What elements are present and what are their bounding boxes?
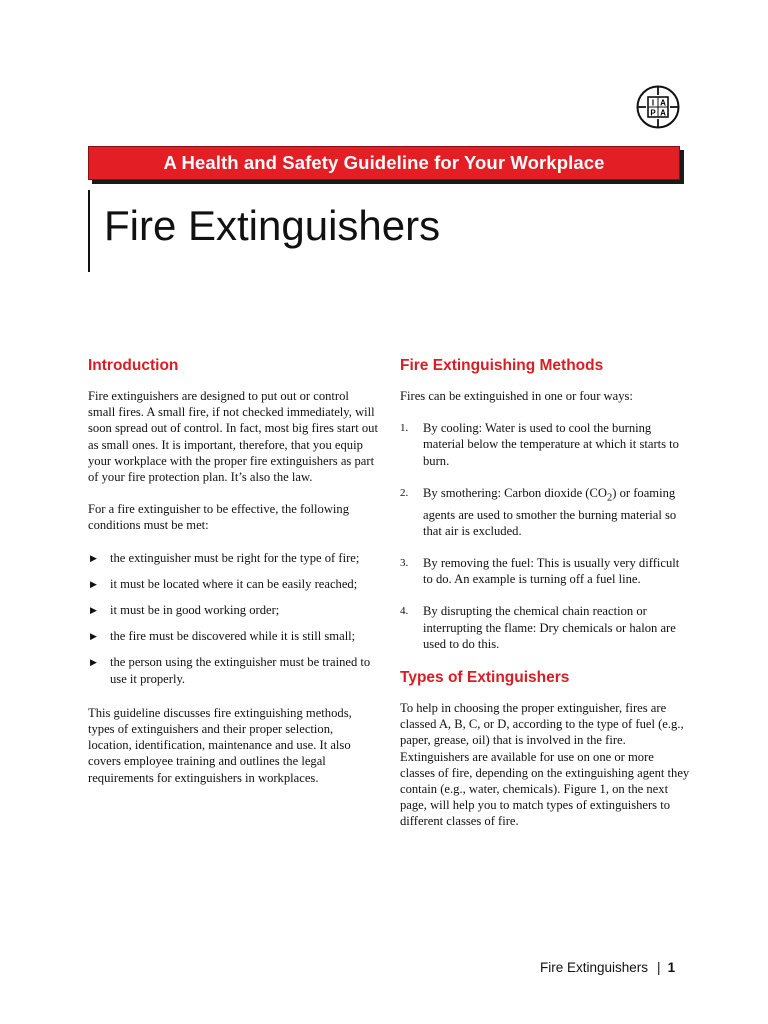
bullet-triangle-icon: ▶: [90, 631, 97, 642]
list-number: 2.: [400, 486, 409, 499]
list-item: ▶ the person using the extinguisher must be trained to use it properly.: [90, 655, 371, 686]
list-item: 1. By cooling: Water is used to cool the burning material below the temperature at which it starts to burn.: [400, 421, 679, 468]
banner-text: A Health and Safety Guideline for Your Workplace: [163, 152, 605, 173]
bullet-triangle-icon: ▶: [90, 552, 97, 563]
guideline-banner: [88, 146, 680, 180]
list-item: 3. By removing the fuel: This is usually very difficult to do. An example is turning off a fuel line.: [400, 555, 680, 587]
list-item: ▶ it must be in good working order;: [90, 603, 280, 618]
logo-letter: I: [651, 98, 655, 108]
list-item: 2. By smothering: Carbon dioxide $(CO_2)$ or foaming agents are used to smother the burning material so that air is excluded.: [400, 485, 677, 538]
intro-paragraph-2: For a fire extinguisher to be effective, the following conditions must be met:: [88, 502, 350, 533]
logo-letter: A: [660, 108, 666, 118]
bullet-triangle-icon: ▶: [90, 578, 97, 589]
logo-letter: A: [660, 98, 666, 108]
types-heading: Types of Extinguishers: [400, 668, 570, 686]
types-paragraph: To help in choosing the proper extinguisher, fires are classed A, B, C, or D, according to the type of fuel (e.g., paper, grease, oil) that is involved in the fire. Extinguishers are available for use on one or more classes of fire, depending on the extinguishing agent they contain (e.g., water, chemicals). Figure 1, on the next page, will help you to match types of extinguishers to different classes of fire.: [400, 700, 690, 829]
page-footer: [540, 960, 675, 975]
right-column: [400, 356, 690, 846]
list-item: ▶ the fire must be discovered while it is still small;: [90, 629, 356, 644]
list-number: 4.: [400, 605, 409, 618]
bullet-triangle-icon: ▶: [90, 605, 97, 616]
intro-heading: Introduction: [88, 357, 179, 374]
title-rule: [88, 190, 90, 272]
intro-paragraph-3: This guideline discusses fire extinguishing methods, types of extinguishers and their proper selection, location, identification, maintenance and use. It also covers employee training and outlines the legal requirements for extinguishers in workplaces.: [88, 705, 352, 785]
left-column: [88, 356, 378, 802]
page-title: Fire Extinguishers: [104, 202, 441, 249]
list-item: ▶ the extinguisher must be right for the type of fire;: [90, 550, 360, 565]
footer-title: Fire Extinguishers: [540, 960, 649, 975]
methods-list: [400, 420, 690, 652]
list-item: 4. By disrupting the chemical chain reaction or interrupting the flame: Dry chemicals or halon are used to do this.: [400, 604, 676, 651]
list-number: 3.: [400, 556, 409, 569]
bullet-triangle-icon: ▶: [90, 657, 97, 668]
footer-separator: |: [657, 960, 661, 975]
logo-letter: P: [650, 108, 656, 118]
iapa-logo-icon: [636, 85, 680, 129]
methods-heading: Fire Extinguishing Methods: [400, 357, 604, 374]
methods-intro: Fires can be extinguished in one or four ways:: [400, 389, 633, 403]
conditions-list: [88, 550, 378, 687]
list-number: 1.: [400, 422, 409, 435]
intro-paragraph-1: Fire extinguishers are designed to put out or control small fires. A small fire, if not checked immediately, will soon spread out of control. In fact, most big fires start out as small ones. It is important, therefore, that you equip your workplace with the proper fire extinguishers as part of your fire protection plan. It’s also the law.: [88, 389, 378, 485]
list-item: ▶ it must be located where it can be easily reached;: [90, 576, 358, 591]
page-number: 1: [667, 960, 676, 975]
